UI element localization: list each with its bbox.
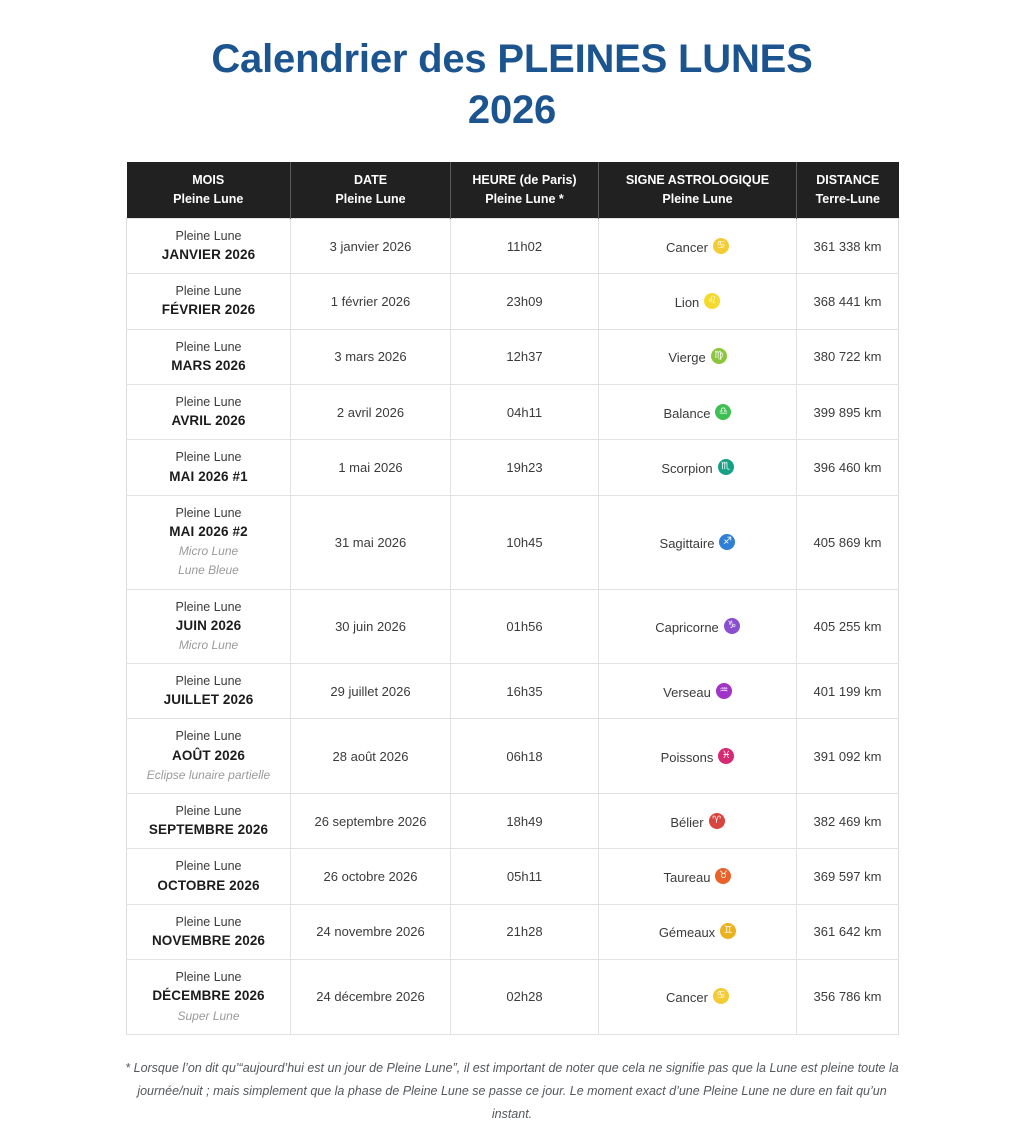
month-phase-label: Pleine Lune — [175, 674, 242, 689]
cell-distance: 399 895 km — [797, 385, 899, 440]
table-row — [127, 274, 899, 329]
table-row — [127, 329, 899, 384]
cell-distance: 396 460 km — [797, 440, 899, 495]
zodiac-sign-icon: ♑ — [724, 618, 740, 634]
cell-time: 18h49 — [451, 794, 599, 849]
month-note: Micro Lune — [178, 544, 239, 559]
cell-zodiac-sign — [599, 849, 797, 904]
cell-distance: 382 469 km — [797, 794, 899, 849]
cell-zodiac-sign — [599, 960, 797, 1035]
zodiac-sign-label: Taureau — [663, 870, 711, 886]
month-note: Lune Bleue — [178, 563, 239, 578]
cell-date: 3 mars 2026 — [291, 329, 451, 384]
month-name: OCTOBRE 2026 — [157, 877, 260, 893]
cell-zodiac-sign — [599, 495, 797, 589]
cell-date: 26 octobre 2026 — [291, 849, 451, 904]
table-row — [127, 904, 899, 959]
month-note: Micro Lune — [178, 637, 239, 652]
month-name: JUIN 2026 — [175, 617, 242, 633]
month-phase-label: Pleine Lune — [175, 599, 242, 614]
cell-time: 11h02 — [451, 218, 599, 273]
month-name: MARS 2026 — [171, 357, 246, 373]
cell-month — [127, 849, 291, 904]
table-row — [127, 849, 899, 904]
column-header-1 — [291, 162, 451, 218]
zodiac-sign-label: Cancer — [666, 239, 708, 255]
zodiac-sign-icon: ♋ — [713, 238, 729, 254]
page-title — [0, 0, 1024, 136]
table-row — [127, 960, 899, 1035]
cell-month — [127, 664, 291, 719]
cell-zodiac-sign — [599, 719, 797, 794]
cell-distance: 361 338 km — [797, 218, 899, 273]
cell-time: 01h56 — [451, 589, 599, 664]
column-header-subtitle: Pleine Lune — [662, 192, 733, 207]
full-moon-calendar-table-wrapper — [126, 162, 898, 1034]
table-row — [127, 664, 899, 719]
zodiac-sign-label: Scorpion — [661, 461, 713, 477]
cell-distance: 391 092 km — [797, 719, 899, 794]
cell-month — [127, 960, 291, 1035]
zodiac-sign-icon: ♏ — [718, 459, 734, 475]
table-row — [127, 719, 899, 794]
cell-month — [127, 794, 291, 849]
cell-distance: 369 597 km — [797, 849, 899, 904]
month-name: DÉCEMBRE 2026 — [152, 988, 265, 1004]
cell-zodiac-sign — [599, 440, 797, 495]
month-phase-label: Pleine Lune — [175, 729, 242, 744]
column-header-3 — [599, 162, 797, 218]
cell-date: 24 décembre 2026 — [291, 960, 451, 1035]
cell-distance: 405 255 km — [797, 589, 899, 664]
zodiac-sign-icon: ♌ — [704, 293, 720, 309]
zodiac-sign-icon: ♐ — [719, 534, 735, 550]
month-name: AVRIL 2026 — [171, 413, 246, 429]
table-row — [127, 589, 899, 664]
cell-month — [127, 385, 291, 440]
column-header-title: SIGNE ASTROLOGIQUE — [625, 173, 770, 188]
month-phase-label: Pleine Lune — [175, 505, 242, 520]
cell-zodiac-sign — [599, 794, 797, 849]
cell-time: 21h28 — [451, 904, 599, 959]
zodiac-sign-icon: ♓ — [718, 748, 734, 764]
zodiac-sign-icon: ♋ — [713, 988, 729, 1004]
zodiac-sign-label: Capricorne — [655, 619, 719, 635]
month-name: NOVEMBRE 2026 — [151, 932, 266, 948]
zodiac-sign-label: Balance — [663, 405, 711, 421]
month-phase-label: Pleine Lune — [175, 914, 242, 929]
cell-zodiac-sign — [599, 385, 797, 440]
zodiac-sign-icon: ♒ — [716, 683, 732, 699]
table-row — [127, 385, 899, 440]
cell-date: 30 juin 2026 — [291, 589, 451, 664]
cell-zodiac-sign — [599, 329, 797, 384]
cell-time: 06h18 — [451, 719, 599, 794]
column-header-title: HEURE (de Paris) — [472, 173, 577, 188]
zodiac-sign-icon: ♎ — [715, 404, 731, 420]
cell-date: 3 janvier 2026 — [291, 218, 451, 273]
cell-month — [127, 440, 291, 495]
cell-distance: 405 869 km — [797, 495, 899, 589]
page-title-line-1: Calendrier des PLEINES LUNES — [211, 37, 813, 81]
month-name: MAI 2026 #1 — [169, 468, 248, 484]
cell-month — [127, 589, 291, 664]
zodiac-sign-label: Lion — [674, 294, 700, 310]
month-phase-label: Pleine Lune — [175, 804, 242, 818]
zodiac-sign-icon: ♈ — [709, 813, 725, 829]
cell-zodiac-sign — [599, 904, 797, 959]
month-note: Super Lune — [177, 1008, 240, 1023]
zodiac-sign-label: Cancer — [666, 990, 708, 1006]
cell-time: 16h35 — [451, 664, 599, 719]
cell-date: 26 septembre 2026 — [291, 794, 451, 849]
full-moon-calendar-table — [126, 162, 899, 1034]
month-phase-label: Pleine Lune — [175, 450, 242, 465]
cell-time: 02h28 — [451, 960, 599, 1035]
column-header-subtitle: Pleine Lune — [335, 192, 406, 207]
cell-date: 24 novembre 2026 — [291, 904, 451, 959]
zodiac-sign-icon: ♉ — [715, 868, 731, 884]
month-name: JUILLET 2026 — [163, 692, 254, 708]
column-header-subtitle: Terre-Lune — [815, 192, 880, 207]
column-header-title: DISTANCE — [816, 173, 880, 188]
cell-time: 04h11 — [451, 385, 599, 440]
cell-date: 29 juillet 2026 — [291, 664, 451, 719]
month-name: SEPTEMBRE 2026 — [148, 822, 269, 838]
month-phase-label: Pleine Lune — [175, 859, 242, 874]
month-name: MAI 2026 #2 — [169, 523, 248, 539]
cell-date: 31 mai 2026 — [291, 495, 451, 589]
cell-month — [127, 329, 291, 384]
cell-zodiac-sign — [599, 274, 797, 329]
month-name: JANVIER 2026 — [161, 247, 256, 262]
column-header-title: DATE — [353, 173, 388, 188]
page-title-line-2: 2026 — [467, 88, 557, 133]
table-row — [127, 440, 899, 495]
footnote: * Lorsque l’on dit qu’“aujourd’hui est un jour de Pleine Lune”, il est important de noter que cela ne signifie pas que la Lune est pleine toute la journée/nuit ; mais simplement que la phase de Pleine Lune se passe ce jour. Le moment exact d’une Pleine Lune ne dure en fait qu’un instant. — [125, 1060, 899, 1121]
zodiac-sign-label: Poissons — [660, 749, 714, 765]
column-header-title: MOIS — [192, 173, 225, 188]
cell-distance: 401 199 km — [797, 664, 899, 719]
month-phase-label: Pleine Lune — [175, 228, 242, 243]
zodiac-sign-icon: ♊ — [720, 923, 736, 939]
column-header-2 — [451, 162, 599, 218]
month-phase-label: Pleine Lune — [175, 395, 242, 409]
cell-time: 05h11 — [451, 849, 599, 904]
column-header-4 — [797, 162, 899, 218]
column-header-0 — [127, 162, 291, 218]
cell-distance: 380 722 km — [797, 329, 899, 384]
cell-month — [127, 904, 291, 959]
zodiac-sign-label: Vierge — [668, 350, 706, 366]
month-name: AOÛT 2026 — [172, 747, 245, 763]
cell-time: 12h37 — [451, 329, 599, 384]
cell-month — [127, 495, 291, 589]
cell-zodiac-sign — [599, 664, 797, 719]
table-body — [127, 218, 899, 1034]
table-header-row — [127, 162, 899, 218]
cell-date: 1 mai 2026 — [291, 440, 451, 495]
month-note: Eclipse lunaire partielle — [146, 767, 271, 782]
cell-time: 23h09 — [451, 274, 599, 329]
month-phase-label: Pleine Lune — [175, 339, 242, 354]
cell-zodiac-sign — [599, 218, 797, 273]
zodiac-sign-label: Verseau — [663, 684, 711, 700]
table-row — [127, 794, 899, 849]
table-row — [127, 218, 899, 273]
cell-zodiac-sign — [599, 589, 797, 664]
table-header — [127, 162, 899, 218]
cell-time: 10h45 — [451, 495, 599, 589]
month-phase-label: Pleine Lune — [175, 284, 242, 299]
cell-time: 19h23 — [451, 440, 599, 495]
cell-month — [127, 218, 291, 273]
cell-date: 1 février 2026 — [291, 274, 451, 329]
cell-date: 28 août 2026 — [291, 719, 451, 794]
cell-date: 2 avril 2026 — [291, 385, 451, 440]
month-name: FÉVRIER 2026 — [161, 302, 256, 318]
cell-distance: 356 786 km — [797, 960, 899, 1035]
table-row — [127, 495, 899, 589]
cell-distance: 368 441 km — [797, 274, 899, 329]
zodiac-sign-icon: ♍ — [711, 348, 727, 364]
zodiac-sign-label: Sagittaire — [659, 535, 715, 551]
cell-month — [127, 274, 291, 329]
cell-month — [127, 719, 291, 794]
zodiac-sign-label: Bélier — [670, 814, 704, 830]
cell-distance: 361 642 km — [797, 904, 899, 959]
month-phase-label: Pleine Lune — [175, 970, 242, 985]
column-header-subtitle: Pleine Lune * — [485, 192, 564, 207]
zodiac-sign-label: Gémeaux — [658, 925, 716, 941]
column-header-subtitle: Pleine Lune — [173, 192, 244, 207]
